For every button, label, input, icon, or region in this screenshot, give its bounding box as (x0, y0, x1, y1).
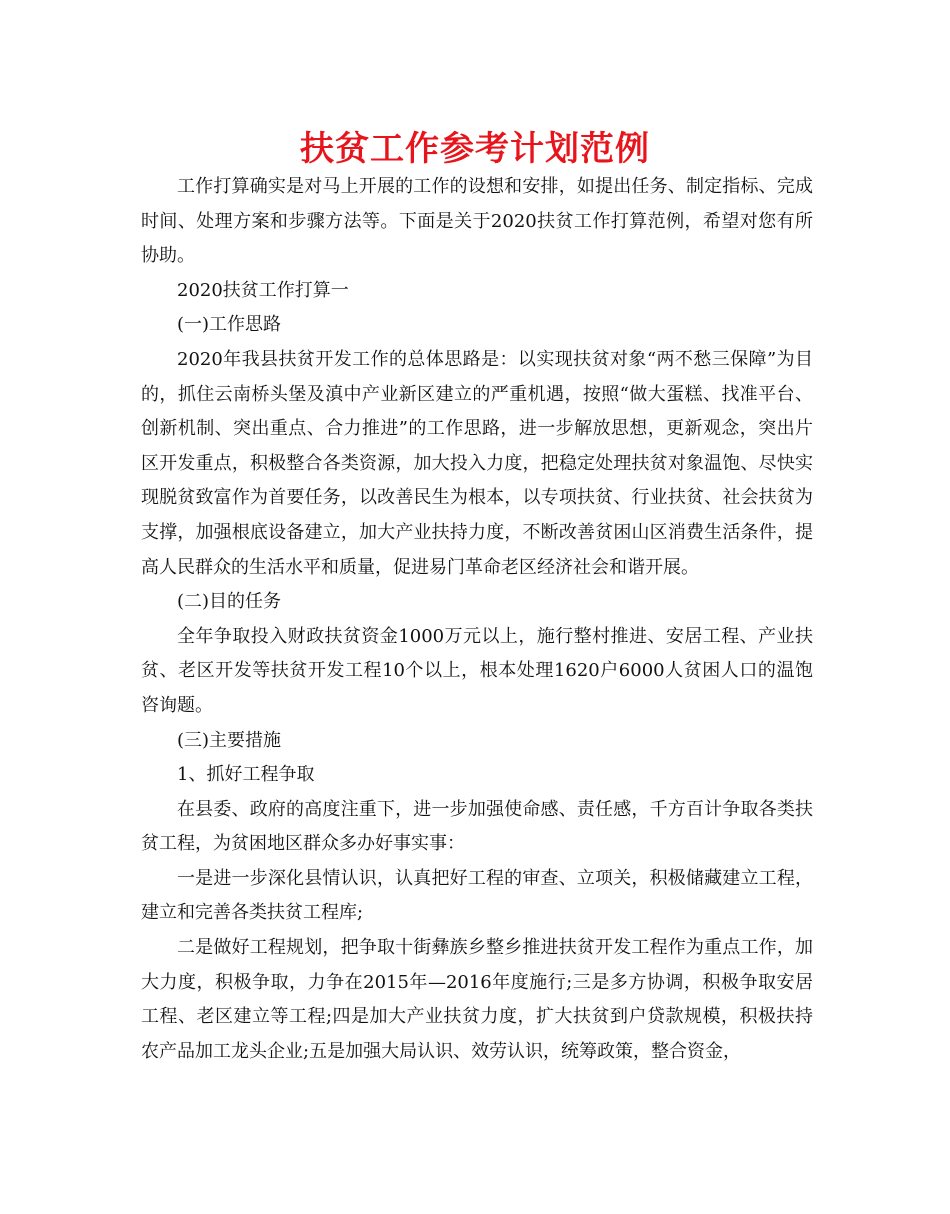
paragraph-plan-heading: 2020扶贫工作打算一 (177, 279, 349, 301)
document-body (141, 170, 813, 1069)
section-heading-work-ideas: (一)工作思路 (177, 314, 282, 336)
paragraph-goals: 全年争取投入财政扶贫资金1000万元以上，施行整村推进、安居工程、产业扶贫、老区开发等扶贫开发工程10个以上，根本处理1620户6000人贫困人口的温饱咨询题。 (141, 625, 813, 716)
paragraph-project-strive: 在县委、政府的高度注重下，进一步加强使命感、责任感，千方百计争取各类扶贫工程，为贫困地区群众多办好事实事： (141, 798, 813, 855)
subheading-project-strive: 1、抓好工程争取 (177, 764, 315, 786)
paragraph-work-ideas: 2020年我县扶贫开发工作的总体思路是：以实现扶贫对象“两不愁三保障”为目的，抓住云南桥头堡及滇中产业新区建立的严重机遇，按照“做大蛋糕、找准平台、创新机制、突出重点、合力推进”的工作思路，进一步解放思想，更新观念，突出片区开发重点，积极整合各类资源，加大投入力度，把稳定处理扶贫对象温饱、尽快实现脱贫致富作为首要任务，以改善民生为根本，以专项扶贫、行业扶贫、社会扶贫为支撑，加强根底设备建立，加大产业扶持力度，不断改善贫困山区消费生活条件，提高人民群众的生活水平和质量，促进易门革命老区经济社会和谐开展。 (141, 348, 813, 578)
paragraph-measure-one: 一是进一步深化县情认识，认真把好工程的审查、立项关，积极储藏建立工程，建立和完善各类扶贫工程库; (141, 867, 813, 924)
section-heading-goals: (二)目的任务 (177, 591, 282, 613)
paragraph-measure-two: 二是做好工程规划，把争取十街彝族乡整乡推进扶贫开发工程作为重点工作，加大力度，积极争取，力争在2015年—2016年度施行;三是多方协调，积极争取安居工程、老区建立等工程;四是加大产业扶贫力度，扩大扶贫到户贷款规模，积极扶持农产品加工龙头企业;五是加强大局认识、效劳认识，统筹政策，整合资金， (141, 937, 813, 1062)
document-title: 扶贫工作参考计划范例 (300, 129, 650, 169)
section-heading-measures: (三)主要措施 (177, 729, 282, 751)
paragraph-intro: 工作打算确实是对马上开展的工作的设想和安排，如提出任务、制定指标、完成时间、处理方案和步骤方法等。下面是关于2020扶贫工作打算范例，希望对您有所协助。 (141, 176, 813, 267)
